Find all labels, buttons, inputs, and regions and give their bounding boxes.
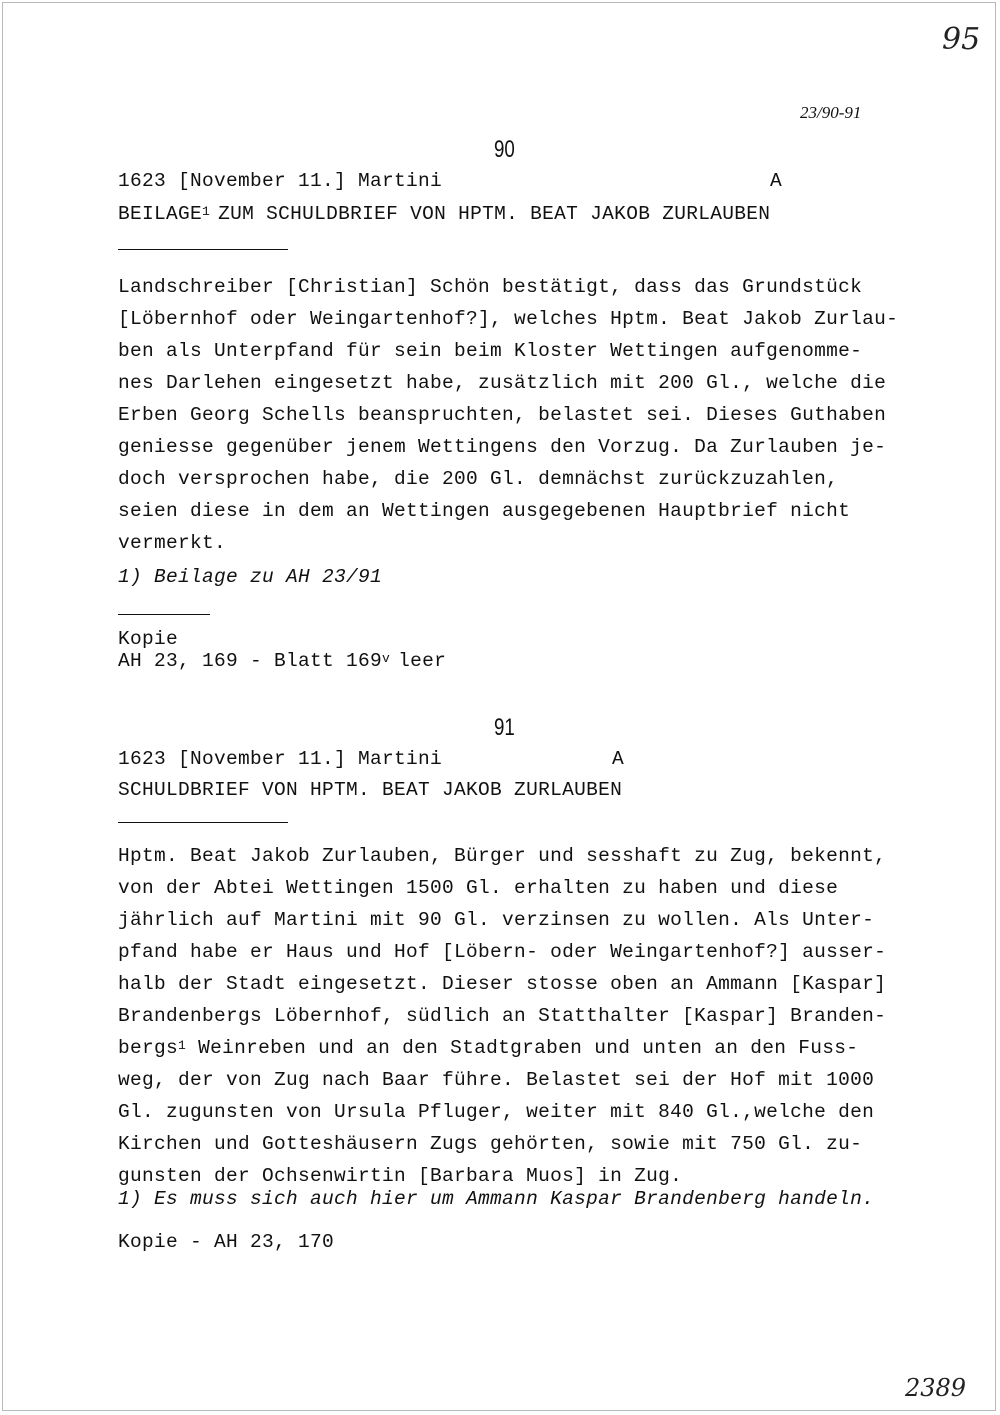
document-date: 1623 [November 11.] Martini: [118, 748, 443, 770]
title-part2: ZUM SCHULDBRIEF VON HPTM. BEAT JAKOB ZURLAUBEN: [218, 203, 771, 225]
line7-part2: Weinreben und an den Stadtgraben und unten an den Fuss-: [186, 1037, 859, 1059]
document-title: [118, 203, 770, 225]
body-line: geniesse gegenüber jenem Wettingens den Vorzug. Da Zurlauben je-: [118, 436, 887, 458]
source-reference: Kopie - AH 23, 170: [118, 1231, 335, 1253]
document-title: SCHULDBRIEF VON HPTM. BEAT JAKOB ZURLAUBEN: [118, 779, 623, 801]
handwritten-page-number: 2389: [905, 1374, 967, 1402]
source-reference: [118, 650, 446, 672]
footnote-marker: 1: [202, 204, 211, 219]
document-number: 90: [494, 136, 515, 163]
body-line: halb der Stadt eingesetzt. Dieser stosse oben an Ammann [Kaspar]: [118, 973, 887, 995]
body-line: [Löbernhof oder Weingartenhof?], welches Hptm. Beat Jakob Zurlau-: [118, 308, 899, 330]
document-number: 91: [494, 714, 515, 741]
footnote: 1) Es muss sich auch hier um Ammann Kaspar Brandenberg handeln.: [118, 1188, 875, 1210]
source-part1: AH 23, 169 - Blatt 169: [118, 650, 383, 672]
footnote-marker: 1: [178, 1038, 187, 1053]
body-line: von der Abtei Wettingen 1500 Gl. erhalten zu haben und diese: [118, 877, 839, 899]
handwritten-folio-number: 95: [942, 22, 981, 57]
title-part1: BEILAGE: [118, 203, 203, 225]
body-line: ben als Unterpfand für sein beim Kloster Wettingen aufgenomme-: [118, 340, 863, 362]
body-line: Hptm. Beat Jakob Zurlauben, Bürger und sesshaft zu Zug, bekennt,: [118, 845, 887, 867]
footnote: 1) Beilage zu AH 23/91: [118, 566, 383, 588]
line7-part1: bergs: [118, 1037, 179, 1059]
archive-reference: 23/90-91: [800, 103, 862, 122]
body-line: Brandenbergs Löbernhof, südlich an Statthalter [Kaspar] Branden-: [118, 1005, 887, 1027]
title-rule: [118, 249, 288, 250]
title-rule: [118, 822, 288, 823]
body-line: Gl. zugunsten von Ursula Pfluger, weiter mit 840 Gl.,welche den: [118, 1101, 875, 1123]
body-line: Landschreiber [Christian] Schön bestätigt, dass das Grundstück: [118, 276, 863, 298]
body-line: jährlich auf Martini mit 90 Gl. verzinsen zu wollen. Als Unter-: [118, 909, 875, 931]
body-line: vermerkt.: [118, 532, 227, 554]
verso-marker: v: [382, 651, 391, 666]
body-line: gunsten der Ochsenwirtin [Barbara Muos] in Zug.: [118, 1165, 683, 1187]
body-line: nes Darlehen eingesetzt habe, zusätzlich mit 200 Gl., welche die: [118, 372, 887, 394]
source-part2: leer: [398, 650, 447, 672]
document-date: 1623 [November 11.] Martini: [118, 170, 443, 192]
body-line: weg, der von Zug nach Baar führe. Belastet sei der Hof mit 1000: [118, 1069, 875, 1091]
body-line: doch versprochen habe, die 200 Gl. demnächst zurückzuzahlen,: [118, 468, 839, 490]
body-line: Kirchen und Gotteshäusern Zugs gehörten, sowie mit 750 Gl. zu-: [118, 1133, 863, 1155]
body-line: [118, 1037, 858, 1059]
body-line: seien diese in dem an Wettingen ausgegebenen Hauptbrief nicht: [118, 500, 851, 522]
body-line: Erben Georg Schells beanspruchten, belastet sei. Dieses Guthaben: [118, 404, 887, 426]
source-rule: [118, 614, 210, 615]
document-grade: A: [612, 748, 625, 770]
source-label: Kopie: [118, 628, 179, 650]
document-grade: A: [770, 170, 783, 192]
body-line: pfand habe er Haus und Hof [Löbern- oder Weingartenhof?] ausser-: [118, 941, 887, 963]
